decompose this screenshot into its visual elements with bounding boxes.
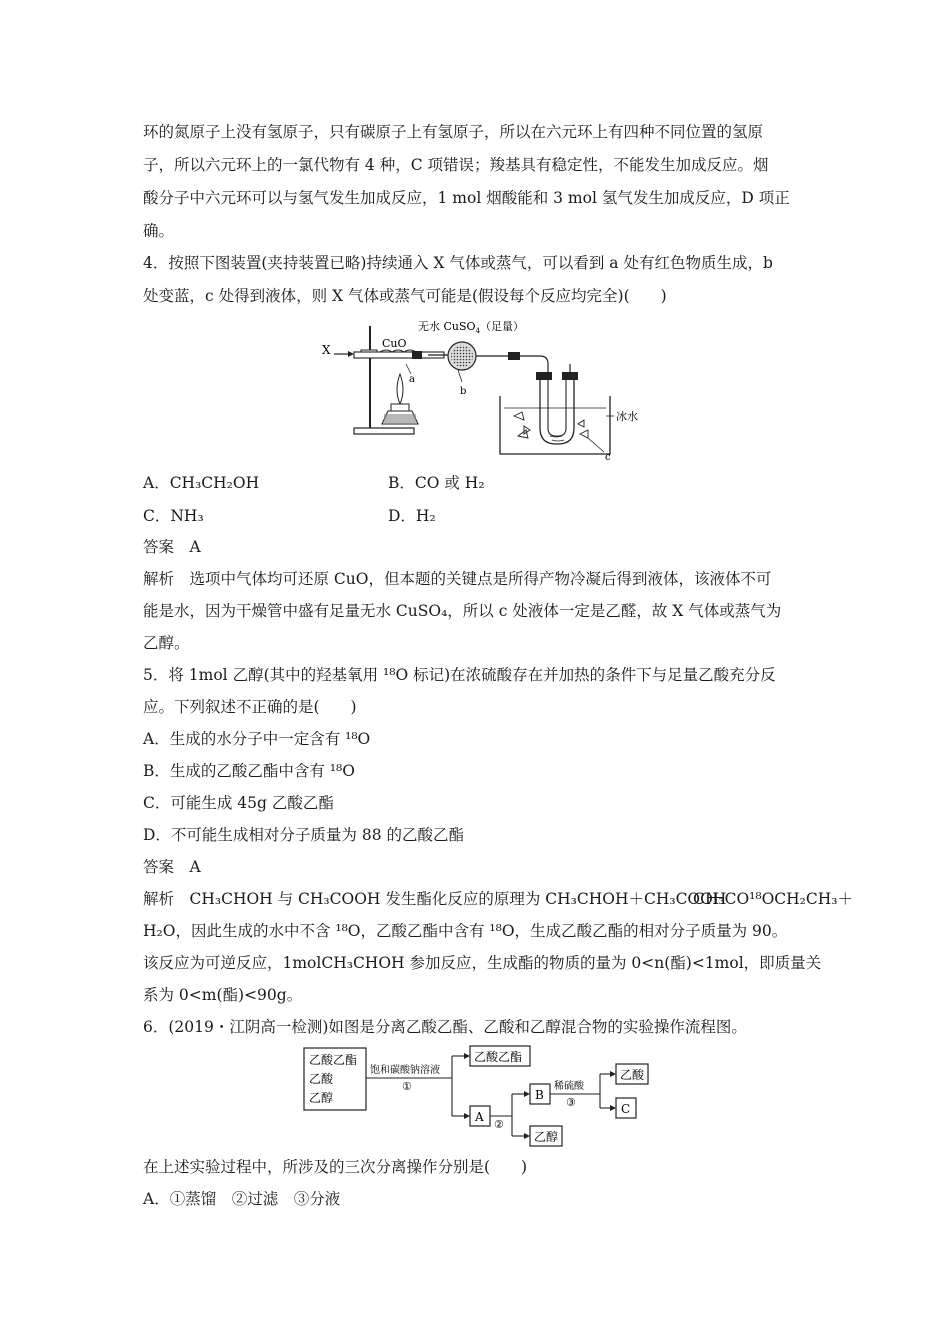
explanation-line: 乙醇。 [143, 634, 190, 652]
option-d: D．不可能生成相对分子质量为 88 的乙酸乙酯 [143, 826, 465, 844]
text-line: 环的氮原子上没有氢原子，只有碳原子上有氢原子，所以在六元环上有四种不同位置的氢原 [143, 123, 764, 141]
option-c: C．NH₃ [143, 507, 204, 525]
question-4-stem: 4．按照下图装置(夹持装置已略)持续通入 X 气体或蒸气，可以看到 a 处有红色物质生成，b [143, 254, 773, 272]
explanation-line: 解析 选项中气体均可还原 CuO，但本题的关键点是所得产物冷凝后得到液体，该液体不可 [143, 570, 772, 588]
point-b-label: b [460, 386, 467, 397]
explanation-line-product: CH₃CO¹⁸OCH₂CH₃＋ [693, 890, 853, 908]
apparatus-figure [318, 316, 648, 464]
question-5-stem: 5．将 1mol 乙醇(其中的羟基氧用 ¹⁸O 标记)在浓硫酸存在并加热的条件下与足量乙酸充分反 [143, 666, 776, 684]
step-1: ① [402, 1080, 412, 1093]
node-c: C [621, 1102, 631, 1116]
question-4-stem: 处变蓝，c 处得到液体，则 X 气体或蒸气可能是(假设每个反应均完全)( ) [143, 287, 667, 305]
mix-ester: 乙酸乙酯 [309, 1053, 358, 1067]
mix-ethanol: 乙醇 [309, 1091, 334, 1105]
reagent-1: 饱和碳酸钠溶液 [370, 1065, 440, 1076]
question-6-stem: 6．(2019・江阴高一检测)如图是分离乙酸乙酯、乙酸和乙醇混合物的实验操作流程图。 [143, 1018, 747, 1036]
option-a: A．①蒸馏 ②过滤 ③分液 [143, 1190, 341, 1208]
node-b: B [535, 1088, 544, 1102]
output-ethanol: 乙醇 [534, 1130, 559, 1144]
question-5-stem: 应。下列叙述不正确的是( ) [143, 698, 357, 716]
explanation-line: 系为 0<m(酯)<90g。 [143, 986, 303, 1004]
option-b: B．CO 或 H₂ [388, 474, 485, 492]
explanation-line: 该反应为可逆反应，1molCH₃CHOH 参加反应，生成酯的物质的量为 0<n(酯)<1mol，即质量关 [143, 954, 822, 972]
cuso4-label: 无水 CuSO$_4$（足量） [418, 320, 525, 335]
option-d: D．H₂ [388, 507, 436, 525]
option-b: B．生成的乙酸乙酯中含有 ¹⁸O [143, 762, 355, 780]
question-6-prompt: 在上述实验过程中，所涉及的三次分离操作分别是( ) [143, 1158, 528, 1176]
point-a-label: a [409, 374, 415, 385]
explanation-line: 能是水，因为干燥管中盛有足量无水 CuSO₄，所以 c 处液体一定是乙醛，故 X 气体或蒸气为 [143, 602, 782, 620]
mix-acid: 乙酸 [309, 1072, 334, 1086]
reagent-3: 稀硫酸 [554, 1081, 584, 1092]
point-c-label: c [605, 452, 611, 463]
x-label: X [322, 343, 331, 357]
flow-chart [300, 1040, 660, 1150]
explanation-line: H₂O，因此生成的水中不含 ¹⁸O，乙酸乙酯中含有 ¹⁸O，生成乙酸乙酯的相对分子质量为 90。 [143, 922, 788, 940]
option-c: C．可能生成 45g 乙酸乙酯 [143, 794, 334, 812]
step-3: ③ [566, 1096, 576, 1109]
step-2: ② [494, 1118, 504, 1131]
ice-water-label: 冰水 [616, 410, 638, 423]
answer: 答案 A [143, 538, 201, 556]
node-a: A [475, 1110, 484, 1124]
text-line: 酸分子中六元环可以与氢气发生加成反应，1 mol 烟酸能和 3 mol 氢气发生加成反应，D 项正 [143, 189, 790, 207]
option-a: A．CH₃CH₂OH [143, 474, 260, 492]
output-ester: 乙酸乙酯 [474, 1050, 523, 1064]
text-line: 确。 [143, 222, 175, 240]
text-line: 子，所以六元环上的一氯代物有 4 种，C 项错误；羧基具有稳定性，不能发生加成反应。烟 [143, 156, 769, 174]
option-a: A．生成的水分子中一定含有 ¹⁸O [143, 730, 371, 748]
explanation-line: 解析 CH₃CHOH 与 CH₃COOH 发生酯化反应的原理为 CH₃CHOH＋CH₃COOH [143, 890, 727, 908]
cuo-label: CuO [382, 337, 407, 350]
output-acid: 乙酸 [620, 1068, 645, 1082]
answer: 答案 A [143, 858, 201, 876]
